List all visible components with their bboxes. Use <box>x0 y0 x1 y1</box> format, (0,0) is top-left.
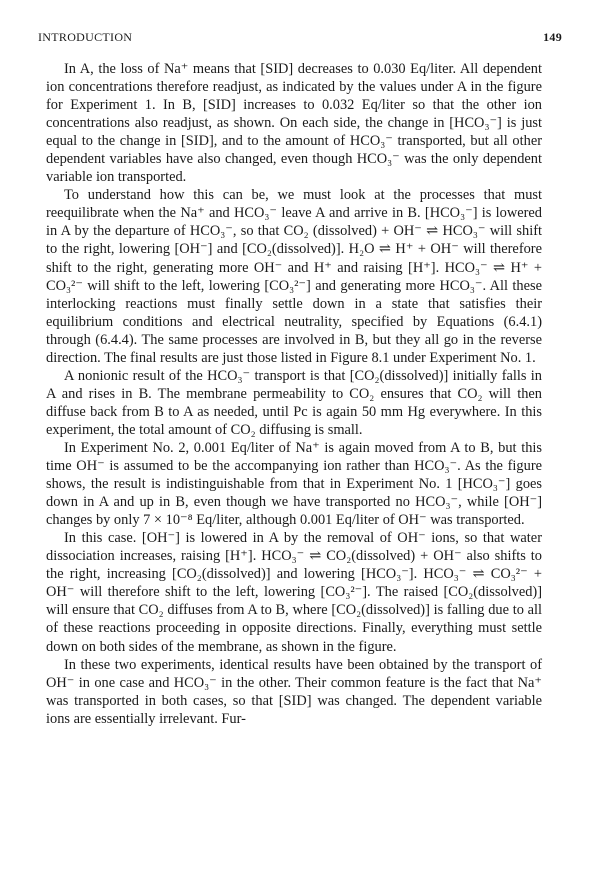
paragraph: In A, the loss of Na⁺ means that [SID] decreases to 0.030 Eq/liter. All dependent ion concentrations therefore readjust, as indicated by the values under A in the figure for Experiment 1. In B, [SID] increases to 0.032 Eq/liter so that the other ion concentrations also readjust, as shown. On each side, the change in [HCO₃⁻] is just equal to the change in [SID], and to the amount of HCO₃⁻ transported, but all other dependent variables have also changed, even though HCO₃⁻ was the only dependent variable ion transported. <box>46 61 542 186</box>
running-title: INTRODUCTION <box>38 30 133 44</box>
running-head <box>38 30 562 46</box>
paragraph: In this case. [OH⁻] is lowered in A by the removal of OH⁻ ions, so that water dissociation increases, raising [H⁺]. HCO₃⁻ ⇌ CO₂(dissolved) + OH⁻ also shifts to the right, increasing [CO₂(dissolved)] and lowering [HCO₃⁻]. HCO₃⁻ ⇌ CO₃²⁻ + OH⁻ will therefore shift to the left, lowering [CO₃²⁻]. The raised [CO₂(dissolved)] will ensure that CO₂ diffuses from A to B, where [CO₂(dissolved)] is falling due to all of these reactions proceeding in opposite directions. Finally, everything must settle down on both sides of the membrane, as shown in the figure. <box>46 530 542 655</box>
paragraph: A nonionic result of the HCO₃⁻ transport is that [CO₂(dissolved)] initially falls in A and rises in B. The membrane permeability to CO₂ ensures that CO₂ will then diffuse back from B to A as needed, until Pc is again 50 mm Hg everywhere. In this experiment, the total amount of CO₂ diffusing is small. <box>46 367 542 438</box>
page-number: 149 <box>543 30 562 44</box>
paragraph: In Experiment No. 2, 0.001 Eq/liter of Na⁺ is again moved from A to B, but this time OH⁻ is assumed to be the accompanying ion rather than HCO₃⁻. As the figure shows, the result is indistinguishable from that in Experiment No. 1 [HCO₃⁻] goes down in A and up in B, even though we have transported no HCO₃⁻, while [OH⁻] changes by only 7 × 10⁻⁸ Eq/liter, although 0.001 Eq/liter of OH⁻ was transported. <box>46 439 542 529</box>
paragraph: To understand how this can be, we must look at the processes that must reequilibrate when the Na⁺ and HCO₃⁻ leave A and arrive in B. [HCO₃⁻] is lowered in A by the departure of HCO₃⁻, so that CO₂ (dissolved) + OH⁻ ⇌ HCO₃⁻ will shift to the right, lowering [OH⁻] and [CO₂(dissolved)]. H₂O ⇌ H⁺ + OH⁻ will therefore shift to the right, generating more OH⁻ and H⁺ and raising [H⁺]. HCO₃⁻ ⇌ H⁺ + CO₃²⁻ will shift to the left, lowering [CO₃²⁻] and generating more HCO₃⁻. All these interlocking reactions must finally settle down in a state that satisfies their equilibrium conditions and electrical neutrality, specified by Equations (6.4.1) through (6.4.4). The same processes are involved in B, but they all go in the reverse direction. The final results are just those listed in Figure 8.1 under Experiment No. 1. <box>46 187 542 366</box>
body-text <box>46 60 542 728</box>
paragraph: In these two experiments, identical results have been obtained by the transport of OH⁻ in one case and HCO₃⁻ in the other. Their common feature is the fact that Na⁺ was transported in both cases, so that [SID] was changed. The dependent variable ions are essentially irrelevant. Fur- <box>46 656 542 727</box>
